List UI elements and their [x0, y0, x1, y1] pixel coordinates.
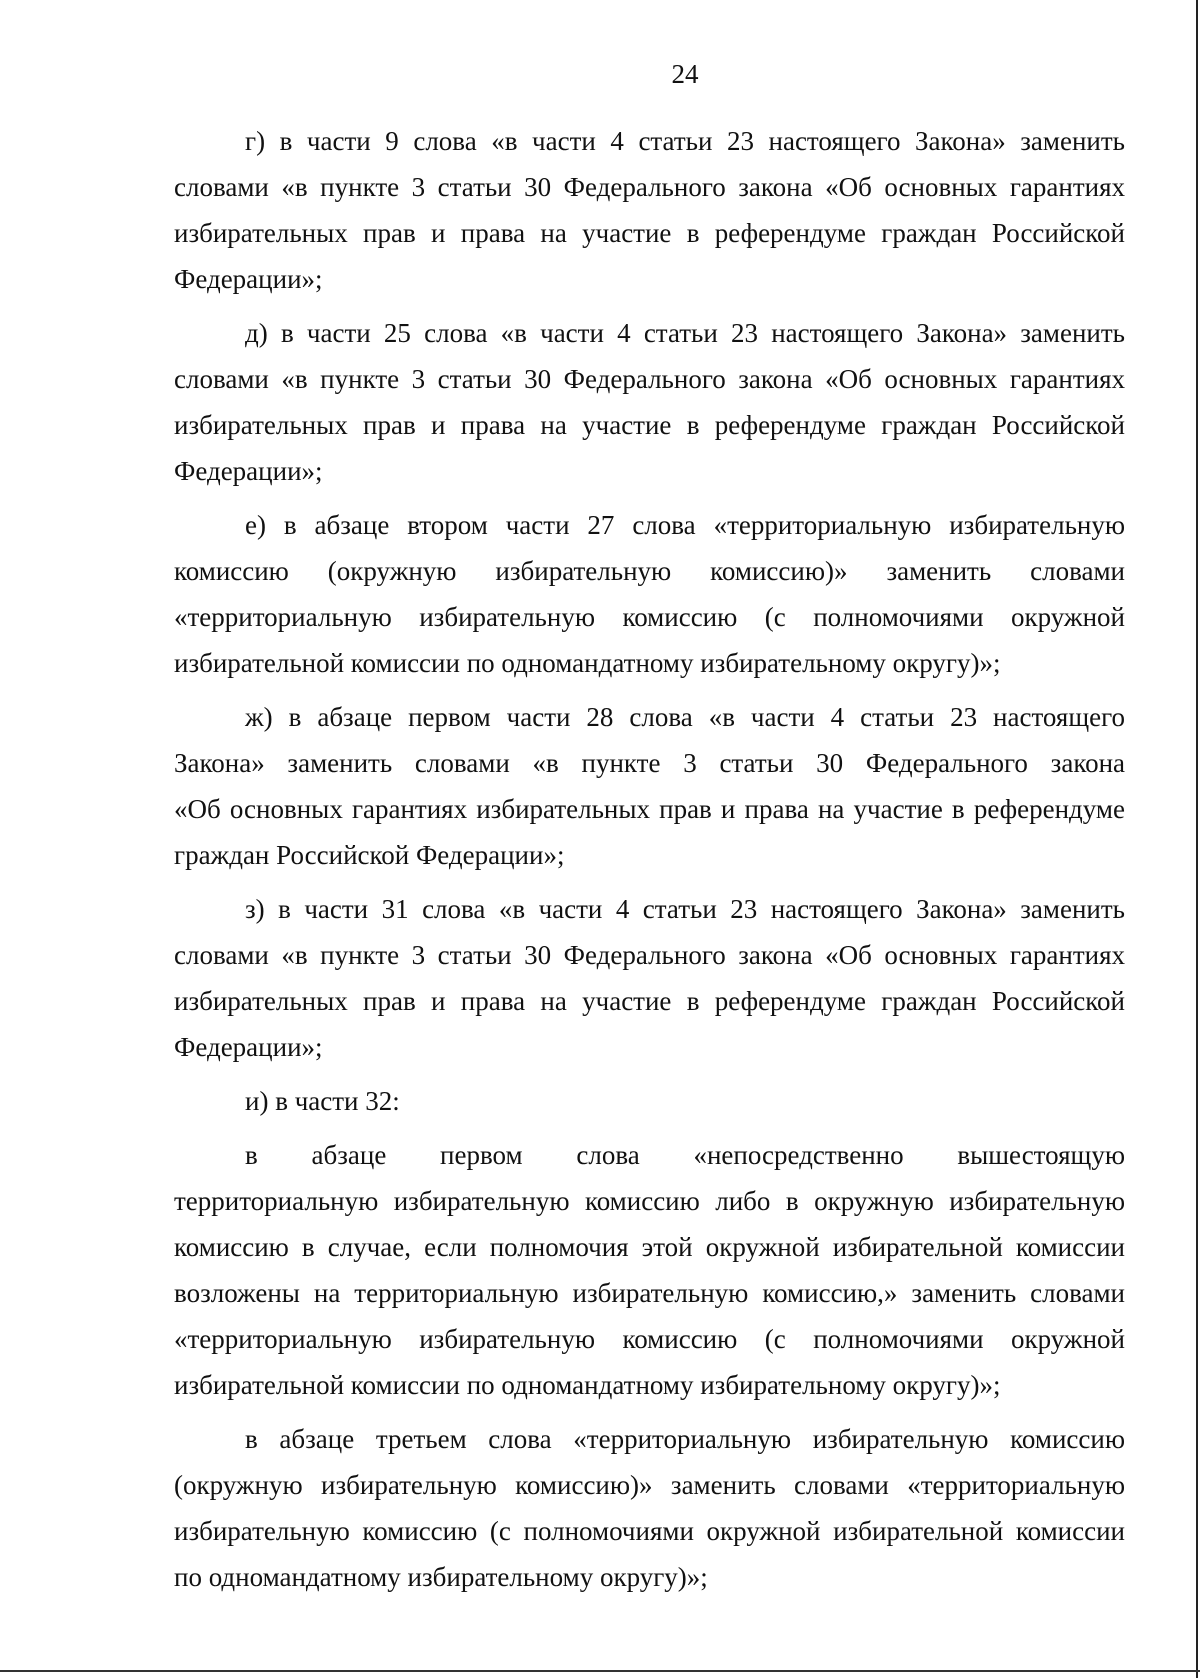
- text-line: территориальную избирательную комиссию либо в окружную избирательную: [174, 1186, 1125, 1216]
- page-number: 24: [671, 59, 699, 89]
- text-line: избирательных прав и права на участие в референдуме граждан Российской: [174, 410, 1125, 440]
- text-line: избирательной комиссии по одномандатному избирательному округу)»;: [174, 1370, 1001, 1400]
- text-line: по одномандатному избирательному округу)»;: [174, 1562, 708, 1592]
- text-line: «территориальную избирательную комиссию (с полномочиями окружной: [174, 1324, 1125, 1354]
- text-line: словами «в пункте 3 статьи 30 Федерального закона «Об основных гарантиях: [174, 940, 1125, 970]
- text-line: комиссию в случае, если полномочия этой окружной избирательной комиссии: [174, 1232, 1125, 1262]
- text-line: д) в части 25 слова «в части 4 статьи 23 настоящего Закона» заменить: [245, 318, 1125, 348]
- text-line: «Об основных гарантиях избирательных прав и права на участие в референдуме: [174, 794, 1125, 824]
- paragraph-i-3: [174, 1416, 1125, 1600]
- text-line: (окружную избирательную комиссию)» заменить словами «территориальную: [174, 1470, 1125, 1500]
- scan-edge-right: [1196, 0, 1198, 1678]
- paragraph-g: [174, 118, 1125, 302]
- text-line: Федерации»;: [174, 456, 323, 486]
- text-line: избирательной комиссии по одномандатному избирательному округу)»;: [174, 648, 1001, 678]
- text-line: комиссию (окружную избирательную комиссию)» заменить словами: [174, 556, 1125, 586]
- text-line: з) в части 31 слова «в части 4 статьи 23 настоящего Закона» заменить: [245, 894, 1125, 924]
- paragraph-i: [174, 1078, 1125, 1124]
- paragraph-zh: [174, 694, 1125, 878]
- document-body: [174, 118, 1125, 1608]
- text-line: е) в абзаце втором части 27 слова «территориальную избирательную: [245, 510, 1125, 540]
- text-line: избирательных прав и права на участие в референдуме граждан Российской: [174, 218, 1125, 248]
- text-line: избирательную комиссию (с полномочиями окружной избирательной комиссии: [174, 1516, 1125, 1546]
- text-line: избирательных прав и права на участие в референдуме граждан Российской: [174, 986, 1125, 1016]
- text-line: словами «в пункте 3 статьи 30 Федерального закона «Об основных гарантиях: [174, 172, 1125, 202]
- text-line: ж) в абзаце первом части 28 слова «в части 4 статьи 23 настоящего: [245, 702, 1125, 732]
- paragraph-d: [174, 310, 1125, 494]
- text-line: возложены на территориальную избирательную комиссию,» заменить словами: [174, 1278, 1125, 1308]
- paragraph-i-1: [174, 1132, 1125, 1408]
- text-line: г) в части 9 слова «в части 4 статьи 23 настоящего Закона» заменить: [245, 126, 1125, 156]
- paragraph-e: [174, 502, 1125, 686]
- text-line: граждан Российской Федерации»;: [174, 840, 565, 870]
- text-line: Федерации»;: [174, 264, 323, 294]
- text-line: Закона» заменить словами «в пункте 3 статьи 30 Федерального закона: [174, 748, 1125, 778]
- text-line: «территориальную избирательную комиссию (с полномочиями окружной: [174, 602, 1125, 632]
- paragraph-z: [174, 886, 1125, 1070]
- scan-edge-bottom: [0, 1670, 1200, 1672]
- text-line: Федерации»;: [174, 1032, 323, 1062]
- text-line: в абзаце третьем слова «территориальную избирательную комиссию: [245, 1424, 1125, 1454]
- text-line: словами «в пункте 3 статьи 30 Федерального закона «Об основных гарантиях: [174, 364, 1125, 394]
- text-line: и) в части 32:: [245, 1086, 400, 1116]
- text-line: в абзаце первом слова «непосредственно вышестоящую: [245, 1140, 1125, 1170]
